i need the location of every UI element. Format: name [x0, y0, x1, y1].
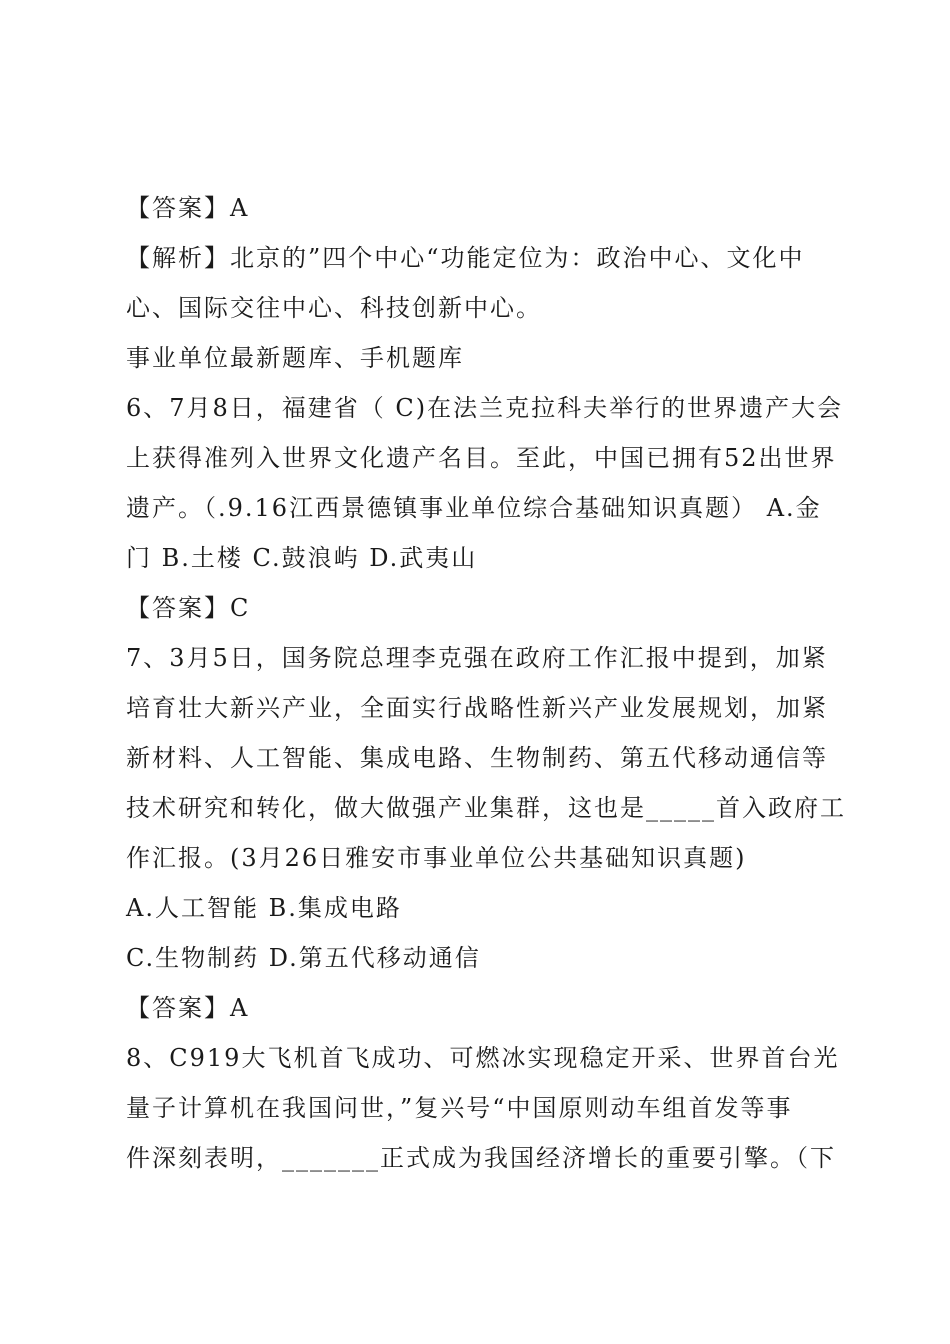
question-7-line: 作汇报。(3月26日雅安市事业单位公共基础知识真题) — [126, 844, 747, 872]
answer-line: 【答案】C — [126, 594, 251, 622]
question-7-options: A.人工智能 B.集成电路 — [126, 894, 402, 922]
question-7-options: C.生物制药 D.第五代移动通信 — [126, 944, 481, 972]
explanation-line: 【解析】北京的”四个中心“功能定位为：政治中心、文化中 — [126, 244, 805, 272]
question-7-line: 培育壮大新兴产业，全面实行战略性新兴产业发展规划，加紧 — [126, 694, 828, 722]
document-body — [126, 183, 846, 1183]
question-6-line: 6、7月8日，福建省（ C)在法兰克拉科夫举行的世界遗产大会 — [126, 394, 844, 422]
answer-line: 【答案】A — [126, 994, 250, 1022]
question-7-line: 7、3月5日，国务院总理李克强在政府工作汇报中提到，加紧 — [126, 644, 828, 672]
question-7-line: 新材料、人工智能、集成电路、生物制药、第五代移动通信等 — [126, 744, 828, 772]
question-6-options: 门 B.土楼 C.鼓浪屿 D.武夷山 — [126, 544, 478, 572]
answer-line: 【答案】A — [126, 194, 250, 222]
question-7-line: 技术研究和转化，做大做强产业集群，这也是_____首入政府工 — [126, 794, 846, 822]
promo-line: 事业单位最新题库、手机题库 — [126, 344, 464, 372]
question-6-line: 遗产。（.9.16江西景德镇事业单位综合基础知识真题） A.金 — [126, 494, 822, 522]
explanation-line: 心、国际交往中心、科技创新中心。 — [126, 294, 542, 322]
question-6-line: 上获得准列入世界文化遗产名目。至此，中国已拥有52出世界 — [126, 444, 837, 472]
question-8-line: 件深刻表明，_______正式成为我国经济增长的重要引擎。（下 — [126, 1144, 836, 1172]
question-8-line: 8、C919大飞机首飞成功、可燃冰实现稳定开采、世界首台光 — [126, 1044, 840, 1072]
question-8-line: 量子计算机在我国问世，”复兴号“中国原则动车组首发等事 — [126, 1094, 793, 1122]
